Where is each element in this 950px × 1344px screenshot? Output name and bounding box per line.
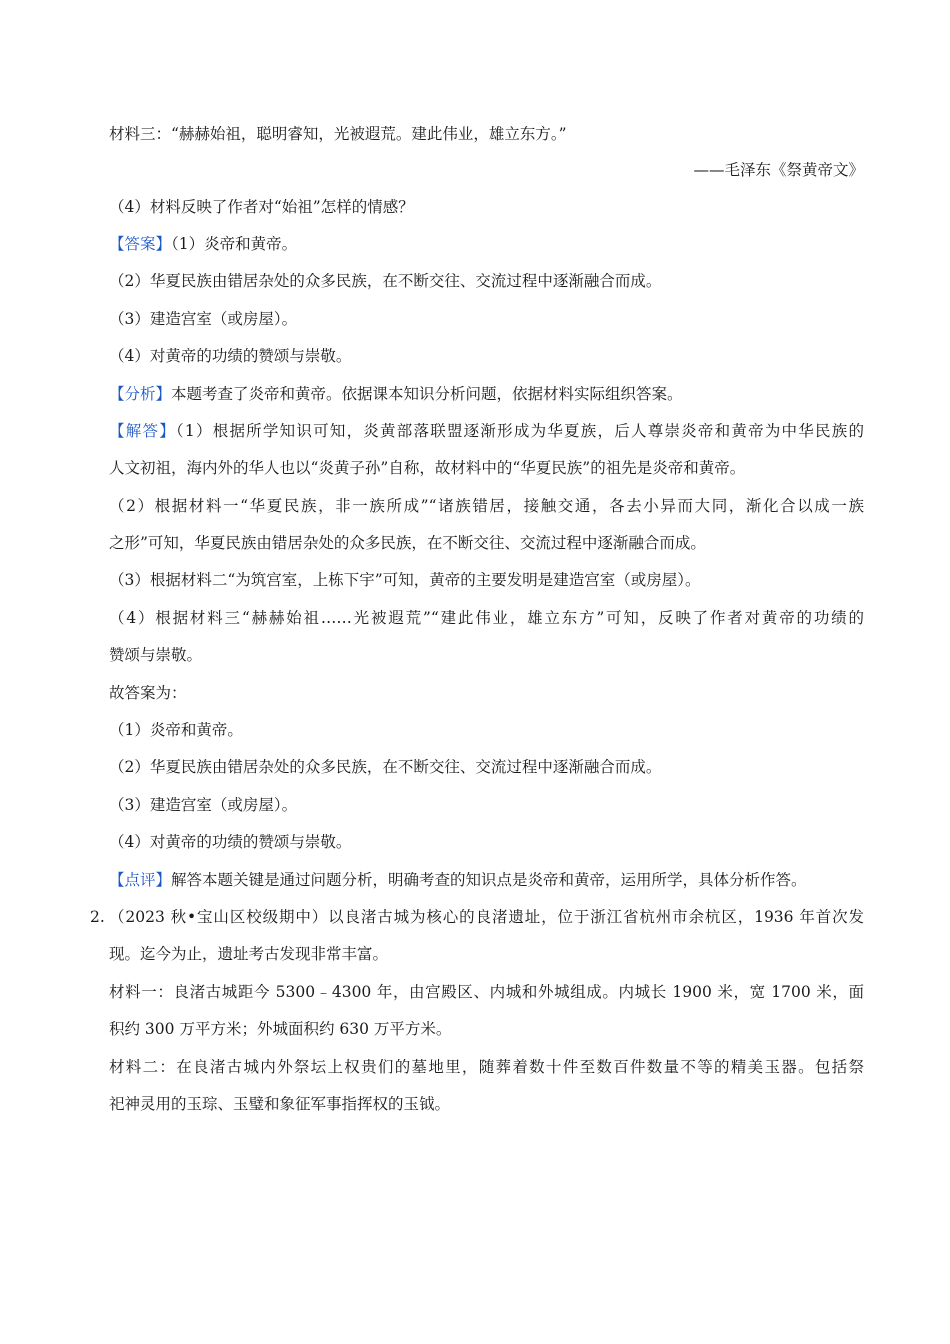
final-item-1: （1）炎帝和黄帝。 — [109, 721, 243, 739]
question4-text: （4）材料反映了作者对“始祖”怎样的情感？ — [109, 198, 414, 216]
question2-material2-line2: 祀神灵用的玉琮、玉璧和象征军事指挥权的玉钺。 — [109, 1095, 451, 1113]
question2-material2-line1: 材料二：在良渚古城内外祭坛上权贵们的墓地里，随葬着数十件至数百件数量不等的精美玉器。包括祭 — [109, 1058, 864, 1076]
answer-item-4: （4）对黄帝的功绩的赞颂与崇敬。 — [109, 347, 352, 365]
solution-p2-line2: 之形”可知，华夏民族由错居杂处的众多民族，在不断交往、交流过程中逐渐融合而成。 — [109, 534, 706, 552]
answer-line-1 — [109, 234, 864, 254]
answer-item-2: （2）华夏民族由错居杂处的众多民族，在不断交往、交流过程中逐渐融合而成。 — [109, 272, 662, 290]
final-item-2: （2）华夏民族由错居杂处的众多民族，在不断交往、交流过程中逐渐融合而成。 — [109, 758, 662, 776]
material3-source: ——毛泽东《祭黄帝文》 — [693, 161, 864, 179]
answer-item-3: （3）建造宫室（或房屋）。 — [109, 310, 298, 328]
analysis-tag: 【分析】 — [109, 385, 172, 403]
answer-item-1: （1）炎帝和黄帝。 — [171, 235, 298, 253]
question2-material1-line2: 积约 300 万平方米；外城面积约 630 万平方米。 — [109, 1020, 452, 1038]
solution-p2-line1: （2）根据材料一“华夏民族，非一族所成”“诸族错居，接触交通，各去小异而大同，渐化合以成一族 — [109, 497, 864, 515]
comment-line — [109, 870, 864, 890]
question2-line2: 现。迄今为止，遗址考古发现非常丰富。 — [109, 945, 389, 963]
solution-p1-line1 — [109, 421, 864, 441]
solution-p3: （3）根据材料二“为筑宫室，上栋下宇”可知，黄帝的主要发明是建造宫室（或房屋）。 — [109, 571, 701, 589]
comment-tag: 【点评】 — [109, 871, 172, 889]
solution-p1-line2: 人文初祖，海内外的华人也以“炎黄子孙”自称，故材料中的“华夏民族”的祖先是炎帝和黄帝。 — [109, 459, 746, 477]
answer-tag: 【答案】 — [109, 235, 172, 253]
analysis-line — [109, 384, 864, 404]
final-item-3: （3）建造宫室（或房屋）。 — [109, 796, 298, 814]
material3-text: 材料三：“赫赫始祖，聪明睿知，光被遐荒。建此伟业，雄立东方。” — [109, 125, 567, 143]
solution-p4-line1: （4）根据材料三“赫赫始祖……光被遐荒”“建此伟业，雄立东方”可知，反映了作者对黄帝的功绩的 — [109, 609, 864, 627]
question2-material1-line1: 材料一：良渚古城距今 5300﹣4300 年，由宫殿区、内城和外城组成。内城长 1900 米，宽 1700 米，面 — [109, 983, 864, 1001]
final-item-4: （4）对黄帝的功绩的赞颂与崇敬。 — [109, 833, 352, 851]
question2-line1: （2023 秋•宝山区校级期中）以良渚古城为核心的良渚遗址，位于浙江省杭州市余杭区，1936 年首次发 — [109, 908, 864, 926]
solution-tag: 【解答】 — [109, 422, 176, 440]
solution-p4-line2: 赞颂与崇敬。 — [109, 646, 203, 664]
analysis-text: 本题考查了炎帝和黄帝。依据课本知识分析问题，依据材料实际组织答案。 — [171, 385, 683, 403]
comment-text: 解答本题关键是通过问题分析，明确考查的知识点是炎帝和黄帝，运用所学，具体分析作答。 — [171, 871, 807, 889]
solution-conclusion: 故答案为： — [109, 684, 187, 702]
question2-number: 2. — [90, 908, 105, 926]
solution-p1-text: （1）根据所学知识可知，炎黄部落联盟逐渐形成为华夏族，后人尊崇炎帝和黄帝为中华民族的 — [175, 422, 864, 440]
